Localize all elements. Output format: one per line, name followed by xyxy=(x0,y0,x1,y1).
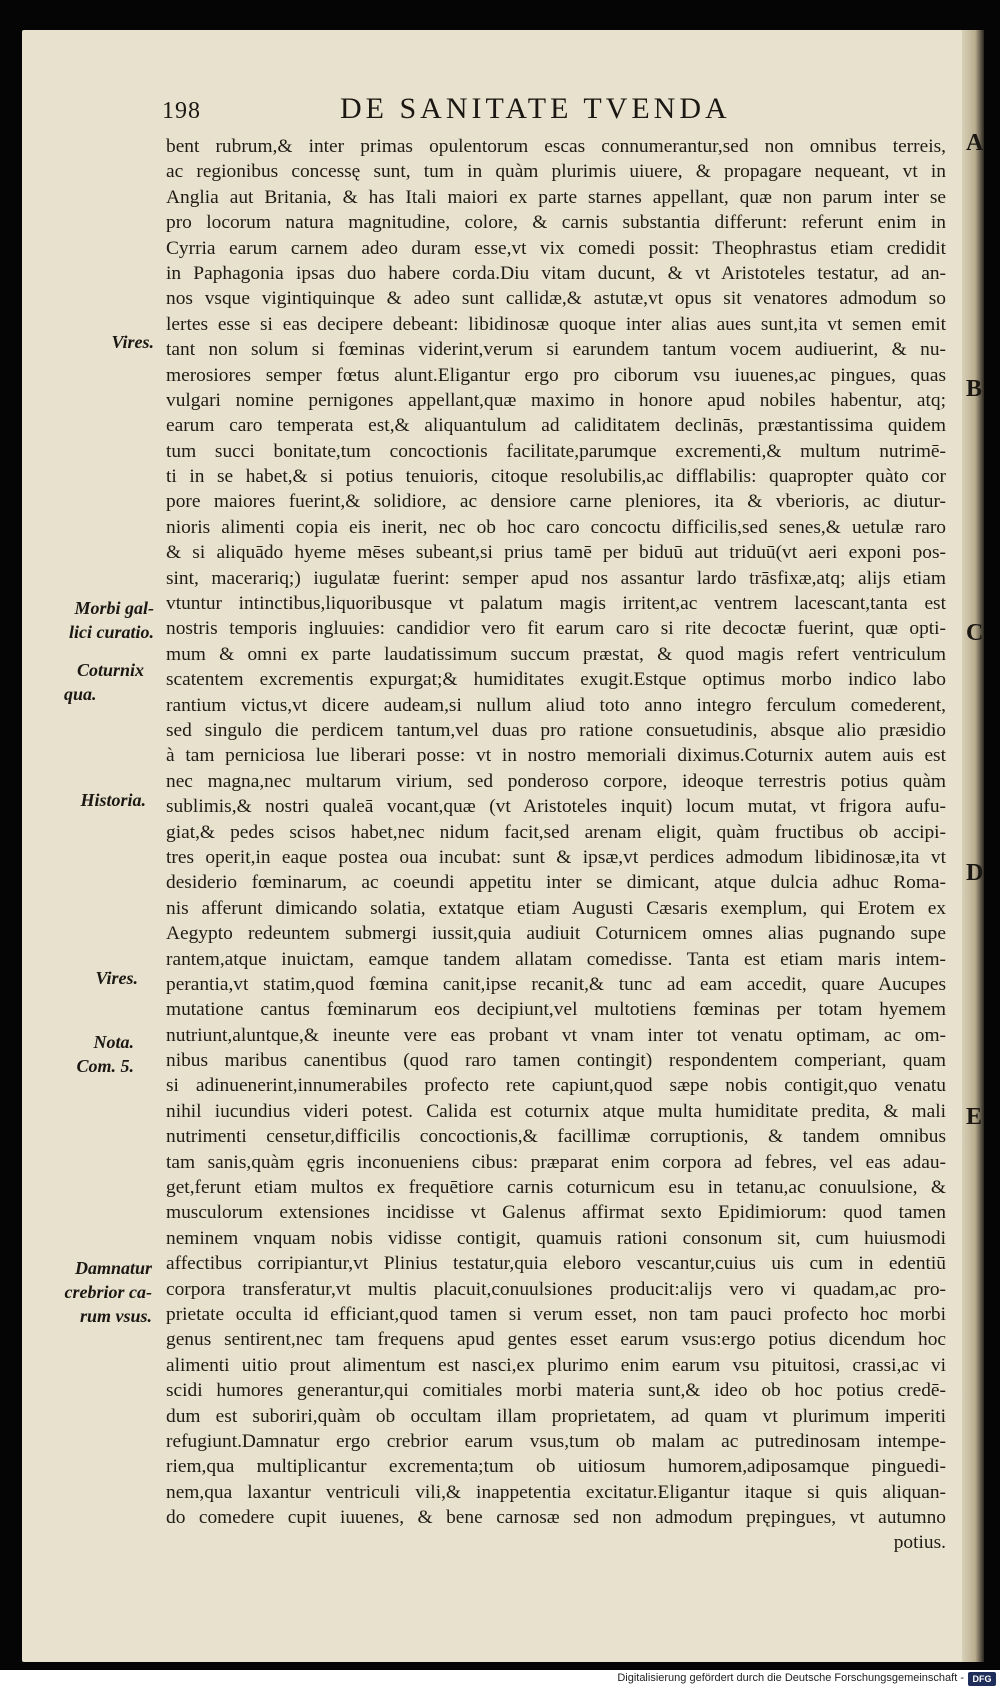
marginal-note-line: Damnatur xyxy=(74,1258,152,1278)
text-line: tum succi bonitate,tum concoctionis facilitate,parumque excrementi,& multum nutrimē- xyxy=(166,440,946,462)
text-line: in Paphagonia ipsas duo habere corda.Diu vitam ducunt, & vt Aristoteles testatur, ad an- xyxy=(166,262,946,284)
marginal-note-line: Nota. xyxy=(93,1032,134,1052)
text-line: merosiores semper fœtus alunt.Eligantur ergo pro ciborum vsu iuuenes,ac pingues, quas xyxy=(166,364,946,386)
marginal-note-vires-2 xyxy=(56,966,138,990)
page-number: 198 xyxy=(162,98,201,124)
catchword: potius. xyxy=(893,1532,946,1554)
text-line: scatentem excrementis expurgat;& humiditates exugit.Estque optimus morbo indico labo xyxy=(166,669,946,691)
text-line: nutrimenti censetur,difficilis concoctionis,& facillimæ corruptionis, & tandem omnibus xyxy=(166,1126,946,1148)
section-letter-b: B xyxy=(966,376,983,402)
marginal-note-line: Morbi gal- xyxy=(74,598,154,618)
text-line: sint, macerariq;) iugulatæ fuerint: semper apud nos assantur lardo trāsfixæ,atq; alijs etiam xyxy=(166,567,946,589)
text-line: nioris alimenti copia eis inerit, nec ob hoc caro concoctu difficilis,sed senes,& uetulæ raro xyxy=(166,516,946,538)
marginal-note-nota xyxy=(40,1030,134,1078)
text-line: corpora transferatur,vt multis placuit,conuulsiones producit:alijs vero vi quadam,ac pro- xyxy=(166,1278,946,1300)
text-line: sed singulo die perdicem tantum,vel duas pro ratione consuetudinis, absque alio præsidio xyxy=(166,719,946,741)
text-line: nec magna,nec multarum virium, sed ponderoso corpore, ideoque terrestris potius quàm xyxy=(166,770,946,792)
text-line: desiderio fœminarum, ac coeundi appetitu inter se dimicant, atque dulcia adhuc Roma- xyxy=(166,872,946,894)
text-line: si adinuenerint,innumerabiles profecto rete capiunt,quod sæpe nobis contigit,quo venatu xyxy=(166,1075,946,1097)
text-line: scidi humores generantur,qui comitiales morbi materia sunt,& ideo ob hoc potius credē- xyxy=(166,1380,946,1402)
marginal-note-coturnix xyxy=(40,658,144,706)
text-line: rantium victus,vt dicere audeam,si nullum aliud toto anno integro ferculum comederent, xyxy=(166,694,946,716)
text-line: bent rubrum,& inter primas opulentorum escas connumerantur,sed non omnibus terreis, xyxy=(166,136,946,157)
text-line: pro locorum natura magnitudine, colore, & carnis substantia differunt: referunt enim in xyxy=(166,212,946,234)
text-line: Cyrria earum carnem adeo duram esse,vt vix comedi possit: Theophrastus etiam credidit xyxy=(166,237,946,259)
marginal-note-line: Vires. xyxy=(95,968,138,988)
text-line: tam sanis,quàm ęgris inconueniens cibus: præparat enim corpora ad febres, vel eas adau- xyxy=(166,1151,946,1173)
text-line: rantem,atque inuictam, eamque tandem allatam comedisse. Tanta est etiam maris intem- xyxy=(166,948,946,970)
section-letter-c: C xyxy=(966,620,984,646)
text-line: nis afferunt dimicando solatia, extatque etiam Augusti Cæsaris exemplum, qui Erotem ex xyxy=(166,897,946,919)
text-line: mutatione cantus fœminarum eos decipiunt,vel multotiens fœminas per totam hyemem xyxy=(166,999,946,1021)
marginal-note-line: qua. xyxy=(64,684,97,704)
text-line: à tam perniciosa lue liberari posse: vt in nostro memoriali diximus.Coturnix autem auis est xyxy=(166,745,946,767)
text-line: ac regionibus concessę sunt, tum in quàm plurimis uiuere, & propagare nequeant, vt in xyxy=(166,161,946,183)
marginal-note-line: Vires. xyxy=(111,332,154,352)
text-line: mum & omni ex parte laudatissimum succum præstat, & quod magis refert ventriculum xyxy=(166,643,946,665)
text-line: & si aliquādo hyeme mēses subeant,si prius tamē per biduū aut triduū(vt aeri exponi pos- xyxy=(166,542,946,564)
text-line: affectibus corripiantur,vt Plinius testatur,quia eleboro vescantur,cuius uis cum in edentiū xyxy=(166,1253,946,1275)
text-line: alimenti uitio prout alimentum est nasci,ex plurimo enim earum vsu pituitosi, crassi,ac vi xyxy=(166,1354,946,1376)
text-line: nibus maribus canentibus (quod raro tamen contingit) respondentem comperiant, quam xyxy=(166,1050,946,1072)
footer-credit: Digitalisierung gefördert durch die Deutsche Forschungsgemeinschaft - xyxy=(617,1672,964,1684)
text-line: pore maiores fuerint,& solidiore, ac densiore carne pleniores, ita & vberioris, ac diutur- xyxy=(166,491,946,513)
text-line: tant non solum si fœminas viderint,verum si earundem tantum vocem audiuerint, & nu- xyxy=(166,339,946,361)
text-line: dum est suboriri,quàm ob occultam illam proprietatem, ad quam vt plurimum imperiti xyxy=(166,1405,946,1427)
body-text xyxy=(166,134,946,1556)
marginal-note-historia xyxy=(40,788,146,812)
text-line: refugiunt.Damnatur ergo crebrior earum vsus,tum ob malam ac putredinosam intempe- xyxy=(166,1430,946,1452)
text-line: tres operit,in eaque postea oua incubat: sunt & ipsæ,vt perdices admodum libidinosæ,ita vt xyxy=(166,846,946,868)
marginal-note-line: crebrior ca- xyxy=(64,1282,152,1302)
page-header xyxy=(140,92,960,136)
text-line: riem,qua multiplicantur excrementa;tum ob uitiosum humorem,adiposamque pinguedi- xyxy=(166,1456,946,1478)
marginal-note-morbi-gallici xyxy=(40,596,154,644)
text-line: perantia,vt statim,quod fœmina canit,ipse recanit,& tunc ad eam accedit, quare Aucupes xyxy=(166,973,946,995)
text-line: lertes esse si eas decipere debeant: libidinosæ quoque inter alias aues sunt,ita vt semen emit xyxy=(166,313,946,335)
marginal-note-line: rum vsus. xyxy=(79,1306,152,1326)
text-line: nos vsque vigintiquinque & adeo sunt callidæ,& astutæ,vt opus sit venatores admodum so xyxy=(166,288,946,310)
marginal-note-line: Com. 5. xyxy=(76,1056,134,1076)
text-line: vulgari nomine pernigones appellant,quæ maximo in honore apud nobiles habentur, atq; xyxy=(166,389,946,411)
marginal-note-line: lici curatio. xyxy=(69,622,154,642)
text-line: nutriunt,aluntque,& ineunte vere eas probant vt vnam inter tot venatu optimam, ac om- xyxy=(166,1024,946,1046)
marginal-note-line: Historia. xyxy=(80,790,146,810)
text-line: prietate occulta id efficiant,quod tamen si verum esset, non tam pauci profecto hoc morbi xyxy=(166,1303,946,1325)
text-line: get,ferunt etiam multos ex frequētiore carnis coturnicum esu in tetanu,ac conuulsione, & xyxy=(166,1177,946,1199)
text-line: genus sentirent,nec tam frequens apud gentes esset earum vsus:ergo potius dicendum hoc xyxy=(166,1329,946,1351)
text-line: Anglia aut Britania, & has Itali maiori ex parte starnes appellant, quæ non parum inter se xyxy=(166,186,946,208)
text-line: earum caro temperata est,& aliquantulum ad caliditatem declinās, præstantissima quidem xyxy=(166,415,946,437)
text-line: nihil iucundius videri potest. Calida est coturnix atque multa humiditate predita, & mali xyxy=(166,1100,946,1122)
section-letter-a: A xyxy=(966,130,984,156)
page-edge xyxy=(962,30,984,1662)
text-line: sublimis,& nostri qualeā vocant,quæ (vt Aristoteles inquit) locum mutat, vt frigora aufu- xyxy=(166,796,946,818)
section-letter-e: E xyxy=(966,1104,983,1130)
dfg-logo: DFG xyxy=(968,1672,996,1686)
running-title: DE SANITATE TVENDA xyxy=(340,92,731,125)
text-line: ti in se habet,& si potius tenuioris, citoque resolubilis,ac difflabilis: quapropter quàto cor xyxy=(166,466,946,488)
text-line: nem,qua laxantur ventriculi vili,& inappetentia excitatur.Eligantur itaque si quis aliquan- xyxy=(166,1481,946,1503)
digitization-footer xyxy=(0,1670,1000,1689)
marginal-note-vires xyxy=(56,330,154,354)
marginal-note-line: Coturnix xyxy=(76,660,144,680)
text-line: vtuntur intinctibus,liquoribusque vt palatum magis irritent,ac ventrem lacescant,tanta est xyxy=(166,593,946,615)
section-letter-d: D xyxy=(966,860,984,886)
text-line: musculorum extensiones incidisse vt Galenus affirmat sexto Epidimiorum: quod tamen xyxy=(166,1202,946,1224)
marginal-note-damnatur xyxy=(36,1256,152,1328)
text-line: Aegypto redeuntem submergi iussit,quia audiuit Coturnicem omnes alias pugnando supe xyxy=(166,923,946,945)
text-line: do comedere cupit iuuenes, & bene carnosæ sed non admodum prępingues, vt autumno xyxy=(166,1507,946,1529)
text-line: nostris temporis ingluuies: candidior vero fit earum caro si rite decoctæ fuerint, quæ opti- xyxy=(166,618,946,640)
text-line: giat,& pedes scisos habet,nec nidum facit,sed arenam eligit, quàm fructibus ob accipi- xyxy=(166,821,946,843)
text-line: neminem vnquam nobis vidisse contigit, quamuis rationi consonum sit, cum huiusmodi xyxy=(166,1227,946,1249)
